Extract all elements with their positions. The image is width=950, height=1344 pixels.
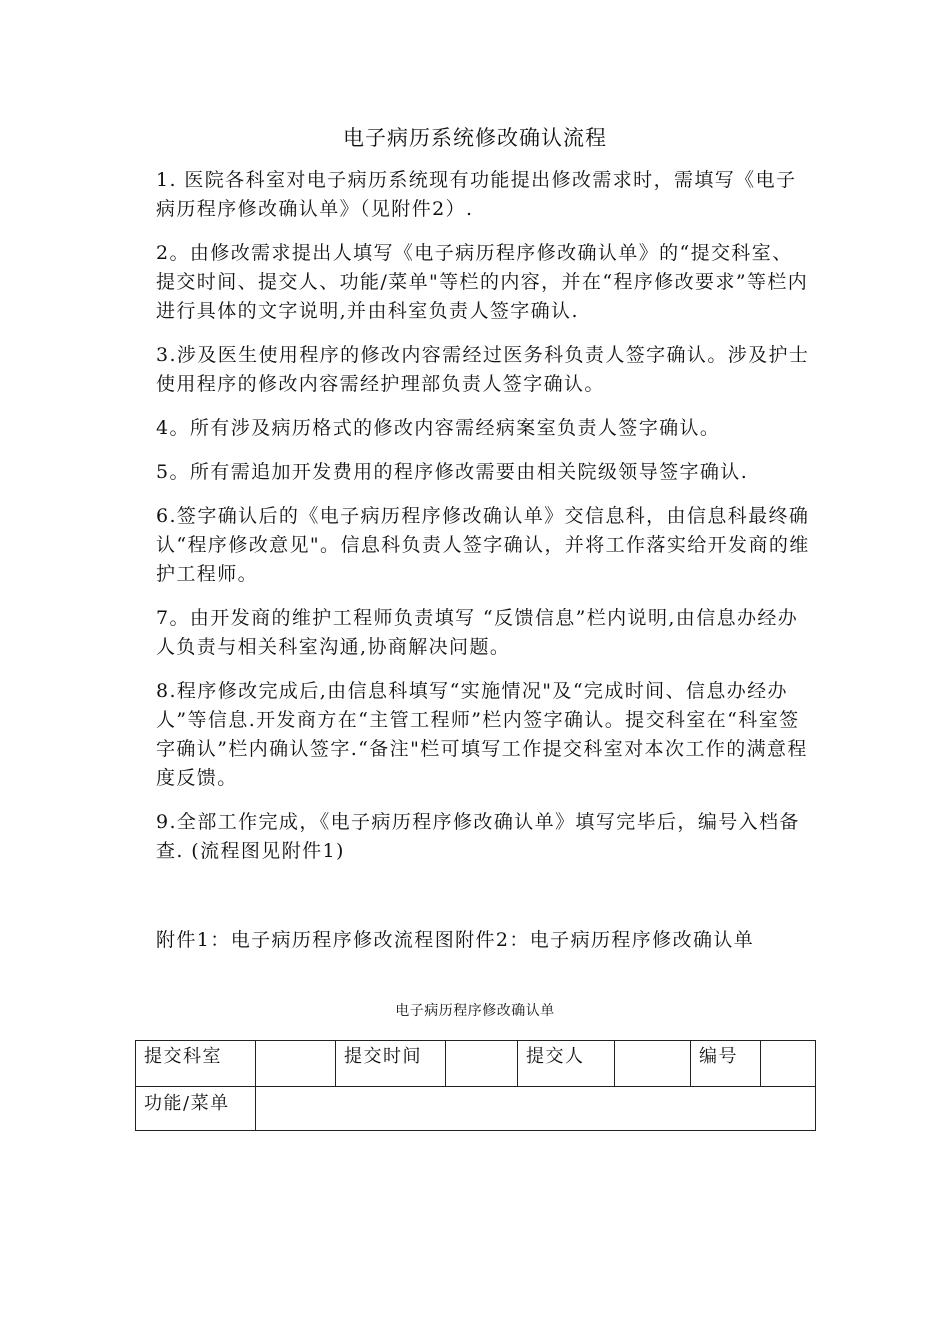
function-field[interactable] <box>256 1087 816 1131</box>
document-title: 电子病历系统修改确认流程 <box>343 126 607 150</box>
form-row-function <box>136 1087 816 1131</box>
person-label: 提交人 <box>518 1041 615 1087</box>
procedure-step-5: 5。所有需追加开发费用的程序修改需要由相关院级领导签字确认. <box>156 461 749 483</box>
procedure-step-3: 3.涉及医生使用程序的修改内容需经过医务科负责人签字确认。涉及护士使用程序的修改内容需经护理部负责人签字确认。 <box>156 344 810 395</box>
procedure-step-2: 2。由修改需求提出人填写《电子病历程序修改确认单》的“提交科室、提交时间、提交人、功能/菜单"等栏的内容，并在“程序修改要求”等栏内进行具体的文字说明,并由科室负责人签字确认. <box>156 242 809 322</box>
procedure-step-1: 1. 医院各科室对电子病历系统现有功能提出修改需求时，需填写《电子病历程序修改确认单》（见附件2）. <box>156 169 797 220</box>
form-title: 电子病历程序修改确认单 <box>395 1003 555 1019</box>
number-label: 编号 <box>691 1041 761 1087</box>
person-field[interactable] <box>615 1041 691 1087</box>
procedure-step-9: 9.全部工作完成，《电子病历程序修改确认单》填写完毕后，编号入档备查. (流程图见附件1) <box>156 811 800 862</box>
time-field[interactable] <box>446 1041 518 1087</box>
confirmation-form-table <box>135 1040 816 1131</box>
attachments-line: 附件1：电子病历程序修改流程图附件2：电子病历程序修改确认单 <box>156 929 755 951</box>
procedure-step-4: 4。所有涉及病历格式的修改内容需经病案室负责人签字确认。 <box>156 417 721 439</box>
procedure-step-7: 7。由开发商的维护工程师负责填写 “反馈信息”栏内说明,由信息办经办人负责与相关科室沟通,协商解决问题。 <box>156 607 799 658</box>
procedure-step-8: 8.程序修改完成后,由信息科填写“实施情况"及“完成时间、信息办经办人”等信息.开发商方在“主管工程师”栏内签字确认。提交科室在“科室签字确认”栏内确认签字.“备注"栏可填写工作提交科室对本次工作的满意程度反馈。 <box>156 680 808 789</box>
time-label: 提交时间 <box>336 1041 446 1087</box>
function-label: 功能/菜单 <box>136 1087 256 1131</box>
dept-field[interactable] <box>256 1041 336 1087</box>
procedure-body <box>156 166 812 881</box>
dept-label: 提交科室 <box>136 1041 256 1087</box>
procedure-step-6: 6.签字确认后的《电子病历程序修改确认单》交信息科，由信息科最终确认“程序修改意见"。信息科负责人签字确认，并将工作落实给开发商的维护工程师。 <box>156 505 810 585</box>
form-row-submission <box>136 1041 816 1087</box>
number-field[interactable] <box>761 1041 816 1087</box>
